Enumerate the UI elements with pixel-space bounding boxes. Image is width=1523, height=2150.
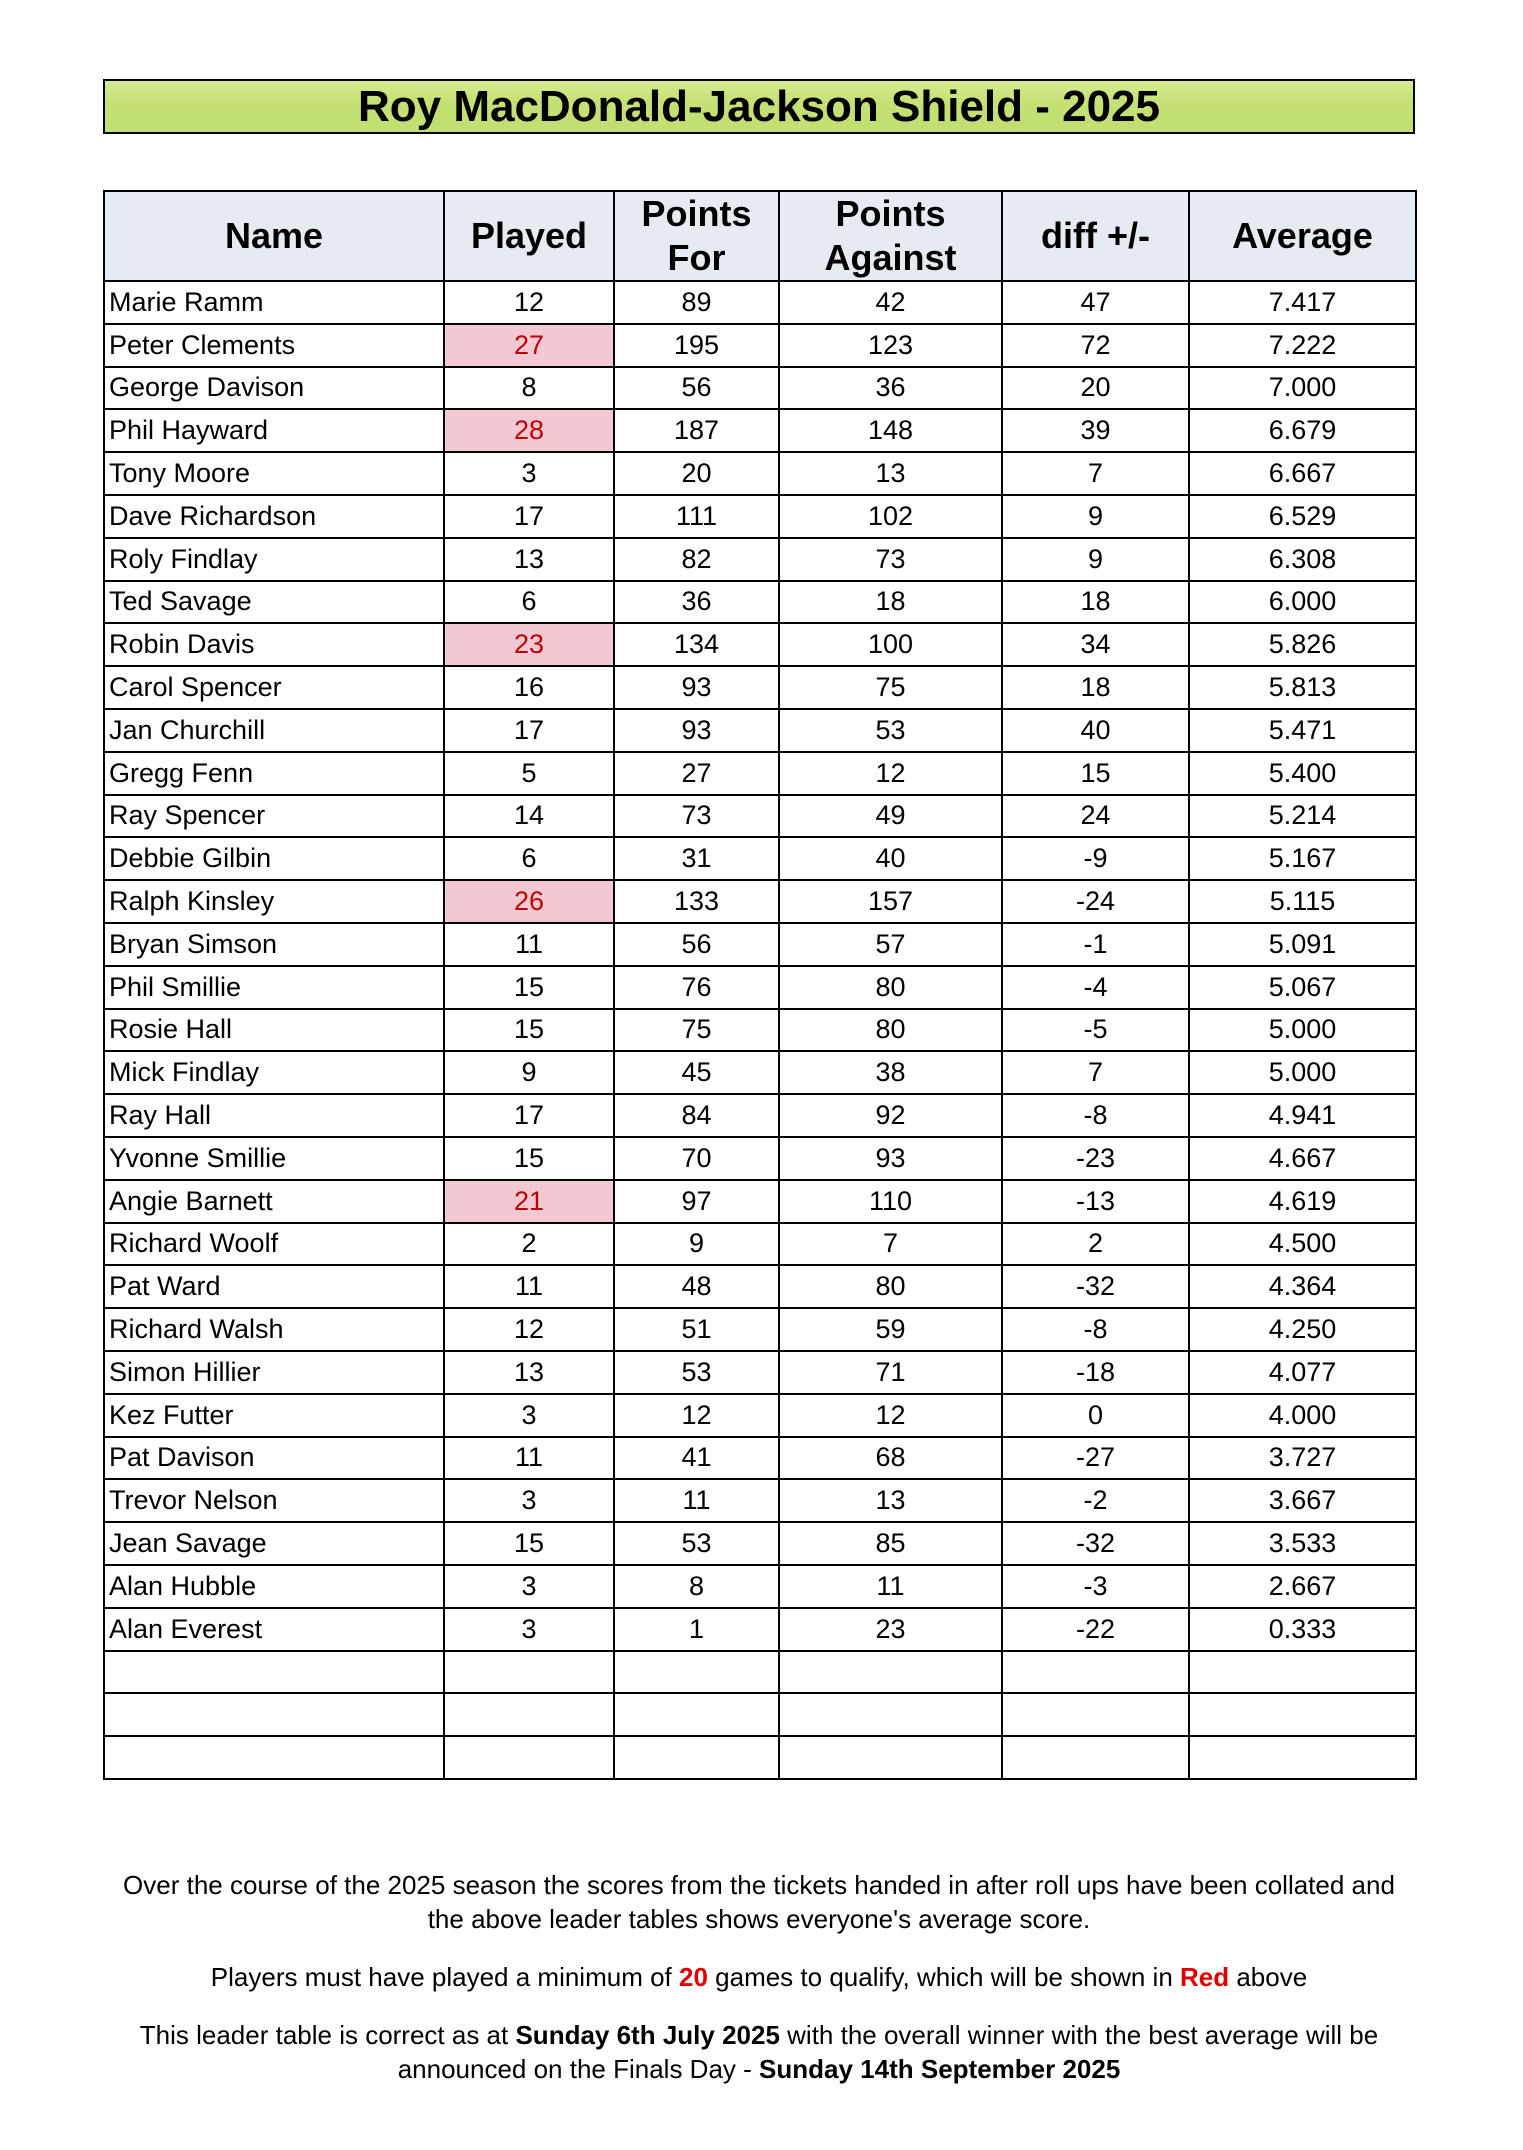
cell-average: 5.826 — [1189, 623, 1416, 666]
cell-average: 5.400 — [1189, 752, 1416, 795]
note-season: Over the course of the 2025 season the scores from the tickets handed in after roll ups have been collated and the above leader tables shows everyone's average score. — [123, 1870, 1395, 1934]
cell-average: 4.619 — [1189, 1180, 1416, 1223]
cell-points-for: 45 — [614, 1051, 779, 1094]
column-header-points-against: Points Against — [779, 191, 1002, 281]
cell-points-for: 20 — [614, 452, 779, 495]
cell-average: 6.308 — [1189, 538, 1416, 581]
cell-name: Tony Moore — [104, 452, 444, 495]
column-header-average: Average — [1189, 191, 1416, 281]
cell-points-against: 68 — [779, 1437, 1002, 1480]
cell-played: 3 — [444, 1565, 614, 1608]
cell-average: 5.091 — [1189, 923, 1416, 966]
cell-diff: 40 — [1002, 709, 1189, 752]
cell-average: 4.077 — [1189, 1351, 1416, 1394]
cell-diff: 9 — [1002, 538, 1189, 581]
cell-played: 12 — [444, 281, 614, 324]
cell-points-for: 53 — [614, 1351, 779, 1394]
table-row — [104, 880, 1416, 923]
cell-name: Jan Churchill — [104, 709, 444, 752]
table-row — [104, 709, 1416, 752]
table-row — [104, 1522, 1416, 1565]
cell-name: Richard Woolf — [104, 1223, 444, 1266]
cell-average: 5.000 — [1189, 1051, 1416, 1094]
cell-points-against: 148 — [779, 409, 1002, 452]
cell-points-for: 89 — [614, 281, 779, 324]
table-row — [104, 324, 1416, 367]
cell-points-against: 102 — [779, 495, 1002, 538]
cell-average: 3.667 — [1189, 1479, 1416, 1522]
table-row — [104, 623, 1416, 666]
cell-name: Alan Everest — [104, 1608, 444, 1651]
cell-name: Carol Spencer — [104, 666, 444, 709]
cell-name: Ted Savage — [104, 581, 444, 624]
cell-played: 11 — [444, 1437, 614, 1480]
cell-name: Richard Walsh — [104, 1308, 444, 1351]
cell-points-for: 93 — [614, 709, 779, 752]
cell-average: 6.000 — [1189, 581, 1416, 624]
cell-points-for: 133 — [614, 880, 779, 923]
cell-average: 7.000 — [1189, 367, 1416, 410]
empty-cell — [104, 1693, 444, 1736]
cell-name: Roly Findlay — [104, 538, 444, 581]
cell-diff: -18 — [1002, 1351, 1189, 1394]
cell-points-for: 51 — [614, 1308, 779, 1351]
cell-played: 14 — [444, 795, 614, 838]
cell-diff: -8 — [1002, 1308, 1189, 1351]
cell-points-against: 123 — [779, 324, 1002, 367]
cell-diff: -23 — [1002, 1137, 1189, 1180]
page-title: Roy MacDonald-Jackson Shield - 2025 — [103, 79, 1415, 134]
empty-cell — [1002, 1736, 1189, 1779]
cell-points-for: 76 — [614, 966, 779, 1009]
cell-points-for: 97 — [614, 1180, 779, 1223]
cell-diff: 47 — [1002, 281, 1189, 324]
cell-played: 6 — [444, 837, 614, 880]
cell-average: 4.250 — [1189, 1308, 1416, 1351]
cell-played: 15 — [444, 966, 614, 1009]
cell-name: Jean Savage — [104, 1522, 444, 1565]
cell-diff: 24 — [1002, 795, 1189, 838]
cell-average: 4.667 — [1189, 1137, 1416, 1180]
cell-diff: 0 — [1002, 1394, 1189, 1437]
cell-diff: 39 — [1002, 409, 1189, 452]
cell-name: Debbie Gilbin — [104, 837, 444, 880]
cell-played: 3 — [444, 1394, 614, 1437]
empty-cell — [444, 1693, 614, 1736]
cell-average: 5.471 — [1189, 709, 1416, 752]
cell-name: Marie Ramm — [104, 281, 444, 324]
table-row — [104, 581, 1416, 624]
cell-points-for: 93 — [614, 666, 779, 709]
cell-played: 28 — [444, 409, 614, 452]
cell-name: Bryan Simson — [104, 923, 444, 966]
cell-points-for: 9 — [614, 1223, 779, 1266]
cell-points-against: 100 — [779, 623, 1002, 666]
cell-played: 13 — [444, 538, 614, 581]
cell-played: 26 — [444, 880, 614, 923]
column-header-points-for: Points For — [614, 191, 779, 281]
cell-points-against: 40 — [779, 837, 1002, 880]
cell-played: 3 — [444, 1608, 614, 1651]
cell-name: Alan Hubble — [104, 1565, 444, 1608]
cell-name: Dave Richardson — [104, 495, 444, 538]
cell-name: Pat Davison — [104, 1437, 444, 1480]
empty-cell — [614, 1651, 779, 1694]
cell-points-against: 11 — [779, 1565, 1002, 1608]
cell-name: Trevor Nelson — [104, 1479, 444, 1522]
cell-diff: -32 — [1002, 1265, 1189, 1308]
cell-average: 5.000 — [1189, 1009, 1416, 1052]
empty-cell — [1189, 1693, 1416, 1736]
cell-diff: 72 — [1002, 324, 1189, 367]
cell-played: 12 — [444, 1308, 614, 1351]
column-header-diff: diff +/- — [1002, 191, 1189, 281]
empty-cell — [779, 1736, 1002, 1779]
cell-average: 0.333 — [1189, 1608, 1416, 1651]
empty-cell — [1189, 1651, 1416, 1694]
column-header-played: Played — [444, 191, 614, 281]
cell-points-against: 38 — [779, 1051, 1002, 1094]
cell-average: 6.679 — [1189, 409, 1416, 452]
notes — [103, 1868, 1415, 2086]
table-row — [104, 281, 1416, 324]
cell-points-against: 12 — [779, 1394, 1002, 1437]
cell-points-against: 36 — [779, 367, 1002, 410]
cell-points-for: 8 — [614, 1565, 779, 1608]
table-row — [104, 1180, 1416, 1223]
cell-played: 11 — [444, 923, 614, 966]
cell-diff: 34 — [1002, 623, 1189, 666]
cell-points-for: 11 — [614, 1479, 779, 1522]
cell-diff: 7 — [1002, 452, 1189, 495]
table-row — [104, 966, 1416, 1009]
cell-diff: -27 — [1002, 1437, 1189, 1480]
cell-diff: 18 — [1002, 666, 1189, 709]
cell-diff: -3 — [1002, 1565, 1189, 1608]
cell-played: 15 — [444, 1137, 614, 1180]
table-row — [104, 1137, 1416, 1180]
cell-points-for: 48 — [614, 1265, 779, 1308]
cell-name: Rosie Hall — [104, 1009, 444, 1052]
current-date: Sunday 6th July 2025 — [515, 2020, 780, 2050]
table-row — [104, 1351, 1416, 1394]
cell-average: 5.115 — [1189, 880, 1416, 923]
cell-name: Kez Futter — [104, 1394, 444, 1437]
cell-diff: -24 — [1002, 880, 1189, 923]
cell-points-against: 13 — [779, 452, 1002, 495]
cell-played: 17 — [444, 709, 614, 752]
cell-points-against: 57 — [779, 923, 1002, 966]
table-row — [104, 837, 1416, 880]
cell-name: Angie Barnett — [104, 1180, 444, 1223]
cell-points-against: 80 — [779, 1009, 1002, 1052]
cell-average: 6.667 — [1189, 452, 1416, 495]
cell-played: 15 — [444, 1522, 614, 1565]
table-row — [104, 1265, 1416, 1308]
cell-played: 17 — [444, 1094, 614, 1137]
cell-name: Ray Hall — [104, 1094, 444, 1137]
cell-points-against: 75 — [779, 666, 1002, 709]
cell-points-for: 56 — [614, 923, 779, 966]
empty-row — [104, 1693, 1416, 1736]
cell-average: 2.667 — [1189, 1565, 1416, 1608]
cell-points-for: 111 — [614, 495, 779, 538]
cell-name: Ray Spencer — [104, 795, 444, 838]
cell-played: 23 — [444, 623, 614, 666]
cell-diff: 18 — [1002, 581, 1189, 624]
cell-points-for: 70 — [614, 1137, 779, 1180]
cell-points-against: 80 — [779, 1265, 1002, 1308]
cell-average: 4.364 — [1189, 1265, 1416, 1308]
empty-cell — [779, 1651, 1002, 1694]
cell-average: 3.533 — [1189, 1522, 1416, 1565]
cell-points-against: 85 — [779, 1522, 1002, 1565]
cell-average: 7.417 — [1189, 281, 1416, 324]
cell-average: 7.222 — [1189, 324, 1416, 367]
empty-cell — [614, 1736, 779, 1779]
cell-points-against: 59 — [779, 1308, 1002, 1351]
cell-average: 5.167 — [1189, 837, 1416, 880]
cell-diff: -22 — [1002, 1608, 1189, 1651]
cell-points-for: 84 — [614, 1094, 779, 1137]
cell-average: 5.067 — [1189, 966, 1416, 1009]
cell-points-against: 49 — [779, 795, 1002, 838]
cell-played: 9 — [444, 1051, 614, 1094]
cell-diff: -4 — [1002, 966, 1189, 1009]
cell-average: 5.813 — [1189, 666, 1416, 709]
cell-played: 17 — [444, 495, 614, 538]
cell-played: 16 — [444, 666, 614, 709]
cell-diff: 20 — [1002, 367, 1189, 410]
cell-points-for: 73 — [614, 795, 779, 838]
table-row — [104, 1565, 1416, 1608]
cell-points-against: 42 — [779, 281, 1002, 324]
table-row — [104, 1051, 1416, 1094]
table-row — [104, 538, 1416, 581]
cell-name: Pat Ward — [104, 1265, 444, 1308]
cell-name: Phil Hayward — [104, 409, 444, 452]
cell-diff: 7 — [1002, 1051, 1189, 1094]
cell-name: George Davison — [104, 367, 444, 410]
table-row — [104, 1394, 1416, 1437]
finals-date: Sunday 14th September 2025 — [759, 2054, 1121, 2084]
table-row — [104, 795, 1416, 838]
table-row — [104, 1437, 1416, 1480]
cell-name: Ralph Kinsley — [104, 880, 444, 923]
empty-cell — [104, 1736, 444, 1779]
column-header-name: Name — [104, 191, 444, 281]
note-qualify: Players must have played a minimum of 20 games to qualify, which will be shown in Red above — [210, 1962, 1308, 1992]
cell-name: Phil Smillie — [104, 966, 444, 1009]
table-row — [104, 666, 1416, 709]
note-dates: This leader table is correct as at Sunday 6th July 2025 with the overall winner with the best average will be announced on the Finals Day - Sunday 14th September 2025 — [139, 2020, 1379, 2084]
table-row — [104, 367, 1416, 410]
cell-average: 4.000 — [1189, 1394, 1416, 1437]
table-row — [104, 1608, 1416, 1651]
cell-points-against: 53 — [779, 709, 1002, 752]
cell-points-against: 80 — [779, 966, 1002, 1009]
cell-points-against: 71 — [779, 1351, 1002, 1394]
cell-played: 3 — [444, 1479, 614, 1522]
table-row — [104, 409, 1416, 452]
empty-row — [104, 1651, 1416, 1694]
cell-points-against: 12 — [779, 752, 1002, 795]
cell-average: 5.214 — [1189, 795, 1416, 838]
cell-played: 5 — [444, 752, 614, 795]
empty-cell — [104, 1651, 444, 1694]
cell-points-for: 187 — [614, 409, 779, 452]
cell-diff: -13 — [1002, 1180, 1189, 1223]
cell-average: 3.727 — [1189, 1437, 1416, 1480]
cell-points-for: 82 — [614, 538, 779, 581]
cell-points-for: 41 — [614, 1437, 779, 1480]
cell-points-for: 31 — [614, 837, 779, 880]
cell-name: Gregg Fenn — [104, 752, 444, 795]
empty-cell — [444, 1651, 614, 1694]
cell-average: 4.941 — [1189, 1094, 1416, 1137]
table-row — [104, 1094, 1416, 1137]
cell-diff: 15 — [1002, 752, 1189, 795]
cell-played: 3 — [444, 452, 614, 495]
table-row — [104, 752, 1416, 795]
empty-cell — [614, 1693, 779, 1736]
empty-cell — [1002, 1651, 1189, 1694]
cell-average: 4.500 — [1189, 1223, 1416, 1266]
table-row — [104, 495, 1416, 538]
table-row — [104, 1009, 1416, 1052]
empty-cell — [779, 1693, 1002, 1736]
cell-diff: -9 — [1002, 837, 1189, 880]
table-row — [104, 452, 1416, 495]
table-header-row — [104, 191, 1416, 281]
cell-diff: -32 — [1002, 1522, 1189, 1565]
table-row — [104, 1479, 1416, 1522]
cell-points-for: 53 — [614, 1522, 779, 1565]
cell-name: Robin Davis — [104, 623, 444, 666]
cell-points-against: 92 — [779, 1094, 1002, 1137]
cell-diff: -2 — [1002, 1479, 1189, 1522]
table-row — [104, 923, 1416, 966]
cell-points-against: 18 — [779, 581, 1002, 624]
cell-name: Peter Clements — [104, 324, 444, 367]
cell-points-against: 23 — [779, 1608, 1002, 1651]
cell-average: 6.529 — [1189, 495, 1416, 538]
cell-diff: 2 — [1002, 1223, 1189, 1266]
cell-points-against: 13 — [779, 1479, 1002, 1522]
leader-table — [103, 190, 1417, 1780]
cell-points-for: 56 — [614, 367, 779, 410]
empty-cell — [1002, 1693, 1189, 1736]
table-row — [104, 1223, 1416, 1266]
empty-row — [104, 1736, 1416, 1779]
cell-points-against: 93 — [779, 1137, 1002, 1180]
empty-cell — [1189, 1736, 1416, 1779]
cell-points-against: 7 — [779, 1223, 1002, 1266]
cell-played: 15 — [444, 1009, 614, 1052]
cell-points-against: 110 — [779, 1180, 1002, 1223]
cell-diff: -8 — [1002, 1094, 1189, 1137]
cell-points-for: 27 — [614, 752, 779, 795]
cell-name: Simon Hillier — [104, 1351, 444, 1394]
cell-played: 2 — [444, 1223, 614, 1266]
cell-points-for: 12 — [614, 1394, 779, 1437]
cell-name: Yvonne Smillie — [104, 1137, 444, 1180]
cell-name: Mick Findlay — [104, 1051, 444, 1094]
red-word: Red — [1180, 1962, 1230, 1992]
cell-points-for: 195 — [614, 324, 779, 367]
table-row — [104, 1308, 1416, 1351]
cell-played: 13 — [444, 1351, 614, 1394]
table-body — [104, 281, 1416, 1779]
cell-played: 8 — [444, 367, 614, 410]
cell-points-for: 36 — [614, 581, 779, 624]
cell-points-against: 157 — [779, 880, 1002, 923]
cell-played: 6 — [444, 581, 614, 624]
cell-points-for: 134 — [614, 623, 779, 666]
minimum-games: 20 — [679, 1962, 708, 1992]
empty-cell — [444, 1736, 614, 1779]
cell-points-against: 73 — [779, 538, 1002, 581]
cell-points-for: 1 — [614, 1608, 779, 1651]
cell-played: 11 — [444, 1265, 614, 1308]
cell-diff: -1 — [1002, 923, 1189, 966]
cell-played: 21 — [444, 1180, 614, 1223]
cell-diff: 9 — [1002, 495, 1189, 538]
cell-points-for: 75 — [614, 1009, 779, 1052]
cell-diff: -5 — [1002, 1009, 1189, 1052]
cell-played: 27 — [444, 324, 614, 367]
